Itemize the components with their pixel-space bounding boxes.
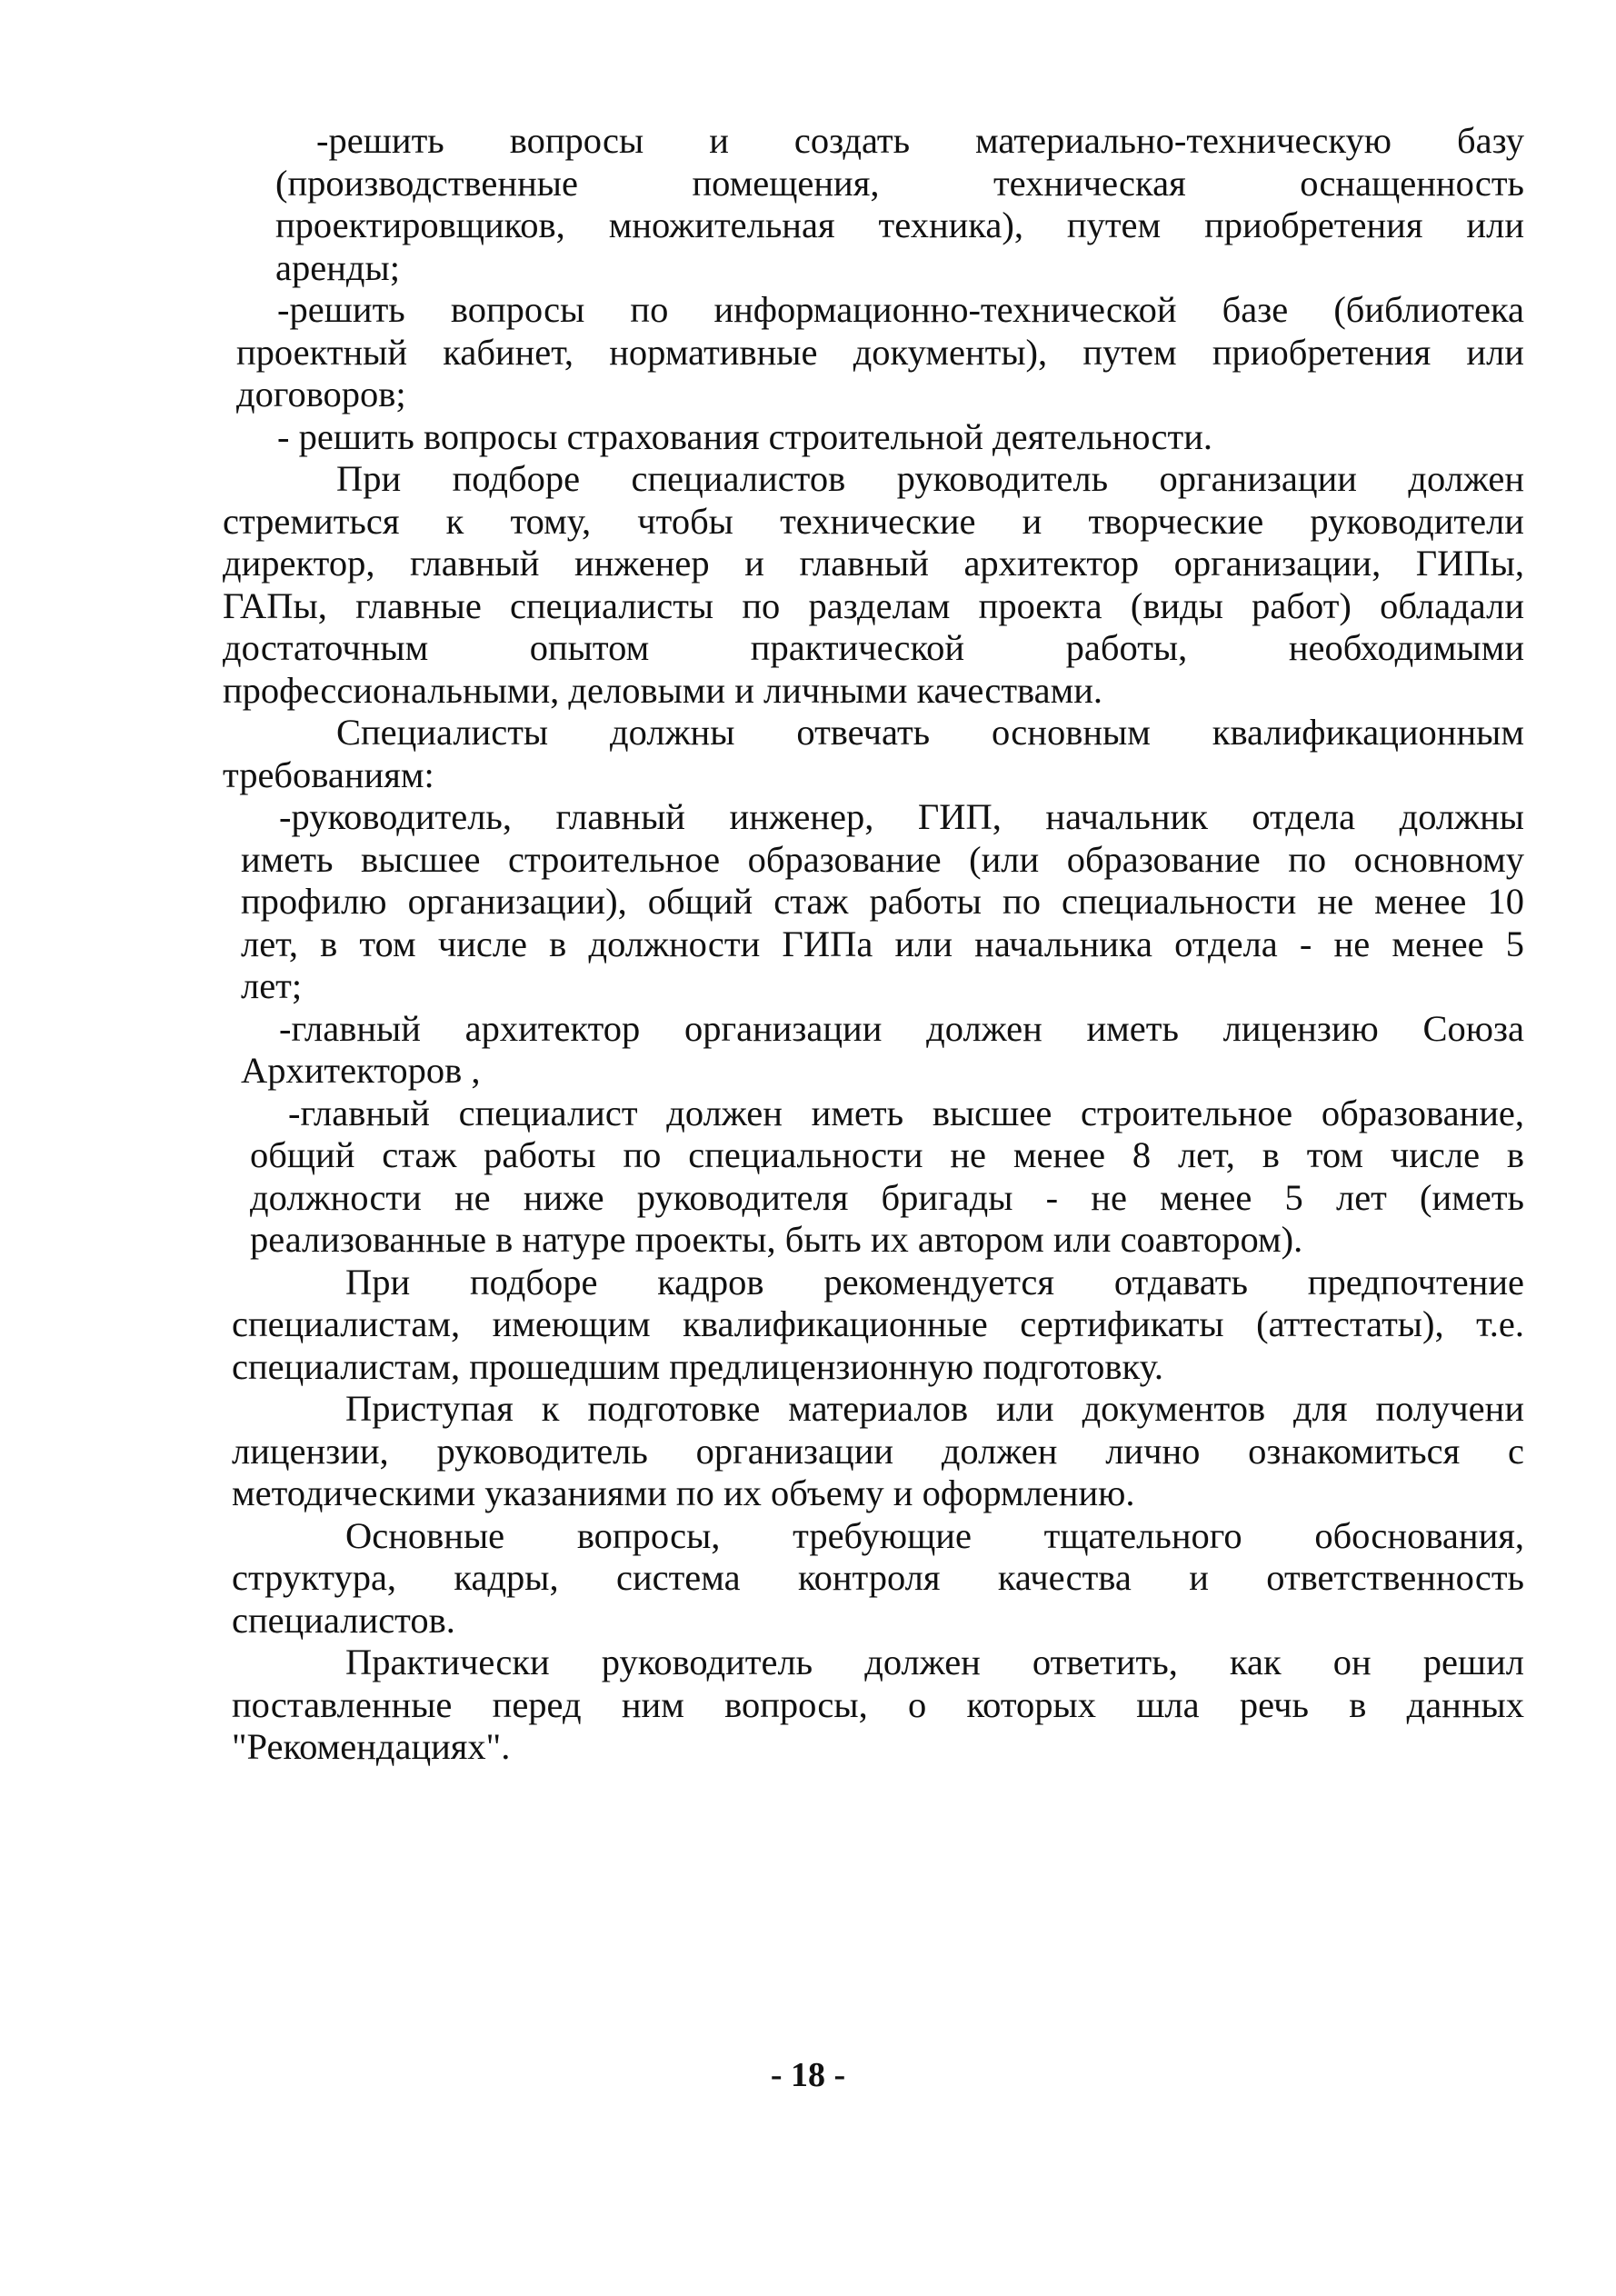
- text-line: При подборе кадров рекомендуется отдавать предпочтение: [345, 1261, 1524, 1303]
- paragraph: [223, 458, 1524, 712]
- text-line: специалистам, имеющим квалификационные сертификаты (аттестаты), т.е.: [232, 1303, 1524, 1344]
- text-line: Архитекторов ,: [241, 1050, 481, 1091]
- text-line: реализованные в натуре проекты, быть их автором или соавтором).: [250, 1219, 1303, 1260]
- text-line: -главный архитектор организации должен иметь лицензию Союза: [279, 1007, 1524, 1049]
- text-line: -главный специалист должен иметь высшее строительное образование,: [288, 1092, 1524, 1133]
- paragraph: [232, 1642, 1524, 1769]
- text-line: аренды;: [275, 246, 400, 288]
- page-body-text: [223, 120, 1524, 1769]
- paragraph: [236, 289, 1524, 416]
- text-line: лицензии, руководитель организации должен лично ознакомиться с: [232, 1430, 1524, 1472]
- text-line: специалистам, прошедшим предлицензионную подготовку.: [232, 1345, 1163, 1387]
- text-line: Основные вопросы, требующие тщательного обоснования,: [345, 1514, 1524, 1556]
- text-line: Приступая к подготовке материалов или документов для получени: [345, 1388, 1524, 1429]
- paragraph: [275, 120, 1524, 289]
- text-line: структура, кадры, система контроля качества и ответственность: [232, 1557, 1524, 1598]
- text-line: профилю организации), общий стаж работы по специальности не менее 10: [241, 881, 1524, 922]
- text-line: методическими указаниями по их объему и оформлению.: [232, 1472, 1135, 1513]
- text-line: ГАПы, главные специалисты по разделам проекта (виды работ) обладали: [223, 584, 1524, 626]
- text-line: стремиться к тому, чтобы технические и творческие руководители: [223, 500, 1524, 542]
- text-line: специалистов.: [232, 1599, 455, 1641]
- text-line: "Рекомендациях".: [232, 1726, 511, 1767]
- text-line: лет;: [241, 965, 303, 1006]
- text-line: должности не ниже руководителя бригады - не менее 5 лет (иметь: [250, 1176, 1524, 1218]
- text-line: достаточным опытом практической работы, необходимыми: [223, 627, 1524, 668]
- text-line: - решить вопросы страхования строительной деятельности.: [277, 415, 1212, 457]
- paragraph: [223, 712, 1524, 796]
- paragraph: [232, 1262, 1524, 1389]
- paragraph: [250, 1093, 1524, 1262]
- text-line: проектный кабинет, нормативные документы), путем приобретения или: [236, 331, 1524, 373]
- text-line: профессиональными, деловыми и личными качествами.: [223, 669, 1103, 711]
- text-line: При подборе специалистов руководитель организации должен: [336, 458, 1524, 499]
- text-line: проектировщиков, множительная техника), путем приобретения или: [275, 205, 1524, 245]
- paragraph: [232, 1515, 1524, 1642]
- text-line: лет, в том числе в должности ГИПа или начальника отдела - не менее 5: [241, 923, 1524, 964]
- paragraph: [236, 416, 1524, 459]
- text-line: договоров;: [236, 374, 406, 414]
- paragraph: [241, 1008, 1524, 1093]
- text-line: (производственные помещения, техническая оснащенность: [275, 162, 1524, 204]
- text-line: -решить вопросы и создать материально-техническую базу: [316, 120, 1524, 161]
- page-number: - 18 -: [770, 2056, 846, 2094]
- text-line: -руководитель, главный инженер, ГИП, начальник отдела должны: [279, 796, 1524, 837]
- text-line: Практически руководитель должен ответить, как он решил: [345, 1642, 1524, 1682]
- text-line: общий стаж работы по специальности не менее 8 лет, в том числе в: [250, 1134, 1524, 1175]
- paragraph: [232, 1388, 1524, 1515]
- text-line: поставленные перед ним вопросы, о которых шла речь в данных: [232, 1683, 1524, 1725]
- text-line: требованиям:: [223, 754, 434, 795]
- text-line: Специалисты должны отвечать основным квалификационным: [336, 712, 1524, 753]
- text-line: директор, главный инженер и главный архитектор организации, ГИПы,: [223, 543, 1524, 584]
- paragraph: [241, 796, 1524, 1008]
- text-line: -решить вопросы по информационно-технической базе (библиотека: [277, 289, 1524, 330]
- text-line: иметь высшее строительное образование (или образование по основному: [241, 838, 1524, 880]
